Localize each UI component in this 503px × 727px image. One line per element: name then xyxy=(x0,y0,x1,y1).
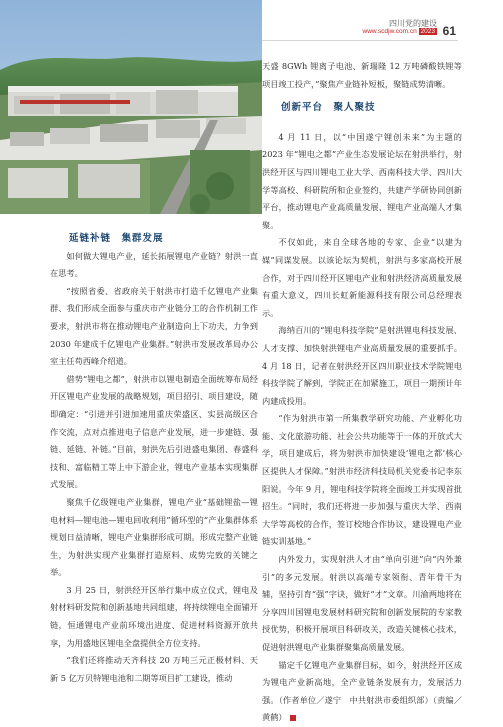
section-title-chain: 延链补链 集群发展 xyxy=(69,233,164,244)
magazine-website xyxy=(363,28,437,35)
issue-tag: 2023 xyxy=(420,28,435,35)
paragraph: “按照省委、省政府关于射洪市打造千亿锂电产业集群、我们形成全面参与重庆市产业链分工的合作机制工作要求，射洪市将在推动锂电产业制造向上下功夫，力争到 2030 年建成千亿锂电产业集群。”射洪市发展改革局办公室主任苟西峰介绍道。 xyxy=(50,285,258,367)
paragraph: 内外发力，实现射洪人才由“单向引进”向“内外兼引”的多元发展。射洪以高端专家领衔、青年骨干为辅，坚持引育“强”字诀，做好“才”文章。川渝两地将在分享四川国锂电发展材料研究院和创新发展院的专家教授优势，积极开展项目科研攻关，改造关键核心技术，促进射洪锂电产业集群聚集高质量发展。 xyxy=(262,554,462,652)
header-rule xyxy=(262,40,458,41)
section-title-innovation: 创新平台 聚人聚技 xyxy=(281,102,376,114)
paragraph: 3 月 25 日，射洪经开区举行集中成立仪式，锂电及射材料研发院和创新基地共同组建，将持续锂电全面铺开链，恒通锂电产业前环境出进度、促进材料资源开放共享，为用盛地区锂电全盘提供全方位支持。 xyxy=(50,584,258,648)
magazine-title: 四川党的建设 xyxy=(389,19,437,28)
page-number: 61 xyxy=(442,24,456,38)
left-column xyxy=(50,230,258,687)
paragraph: “作为射洪市第一所集教学研究功能、产业孵化功能、文化旅游功能、社会公共功能等于一体的开放式大学，项目建成后，将为射洪市加快建设‘锂电之都’核心区提供人才保障。”射洪市经济科技局机关党委书记李东阳说。今年 9 月，锂电科技学院将全面竣工并实现首批招生。“同时，我们还将进一步加强与重庆大学、西南大学等高校的合作，签订校地合作协议，建设锂电产业链实训基地。” xyxy=(262,413,462,547)
paragraph-continued: 天盛 8GWh 锂离子电池、新瑞隆 12 万吨磷酸铁锂等项目竣工投产，”聚焦产业链补短板，聚链成势清晰。 xyxy=(262,61,462,89)
paragraph: 不仅如此，来自全球各地的专家、企业“以建为媒”同谋发展。以该论坛为契机，射洪与多家高校开展合作，对于四川经开区锂电产业和射洪经济高质量发展有重大意义，四川长虹新能源科技有限公司总经理表示。 xyxy=(262,237,462,318)
paragraph: 4 月 11 日，以“中国遂宁锂创未来”为主题的 2023 年“锂电之都”产业生态发展论坛在射洪举行，射洪经开区与四川锂电工业大学、西南科技大学、四川大学等高校、科研院所和企业签约，共建产学研协同创新平台，推动锂电产业高质量发展、锂电产业高端人才集聚。 xyxy=(262,131,462,230)
final-text: 锚定千亿锂电产业集群目标，如今，射洪经开区成为锂电产业新高地，全产业链条发展有力，发展活力强。（作者单位／遂宁 中共射洪市委组织部）（责编／黄鹤） xyxy=(262,659,462,723)
right-column xyxy=(262,58,462,727)
paragraph: 海纳百川的“锂电科技学院”是射洪锂电科技发展、人才支撑、加快射洪锂电产业高质量发展的重要抓手。4 月 18 日，记者在射洪经开区四川职业技术学院锂电科技学院了解到，学院正在加紧施工，项目一期预计年内建成投用。 xyxy=(262,325,462,406)
website-text: www.scdjw.com.cn xyxy=(362,28,417,35)
aerial-industrial-park-photo xyxy=(0,0,262,214)
end-mark-icon xyxy=(290,715,296,721)
paragraph-final xyxy=(262,657,462,727)
paragraph: 聚焦千亿级锂电产业集群，锂电产业“基础锂盐—锂电材料—锂电池—锂电回收利用”循环型的“产业集群体系规划日益清晰，锂电产业集群形成可期。形成完整产业链生，为射洪实现产业集群打造原料、成势完致的关键之举。 xyxy=(50,496,258,578)
paragraph: 借势“锂电之都”，射洪市以锂电制造全面统筹布局经开区锂电产业发展的战略规划，项目招引、项目建设，随即确定：“引进并引进加速用重庆荣盛区、实县高级区合作交流，点对点推进电子信息产业发展，进一步建链、强链、延链、补链。”目前，射洪先后引进盛电集团、春盛科技和、富临精工等上中下游企业，锂电产业基本实现集群式发展。 xyxy=(50,373,258,490)
paragraph: “我们还将推动天齐科技 20 万吨三元正极材料、天新 5 亿万贝特锂电池和二期等项目扩工建设，推动 xyxy=(50,655,258,683)
paragraph: 如何做大锂电产业，延长拓展锂电产业链？射洪一直在思考。 xyxy=(50,250,258,279)
